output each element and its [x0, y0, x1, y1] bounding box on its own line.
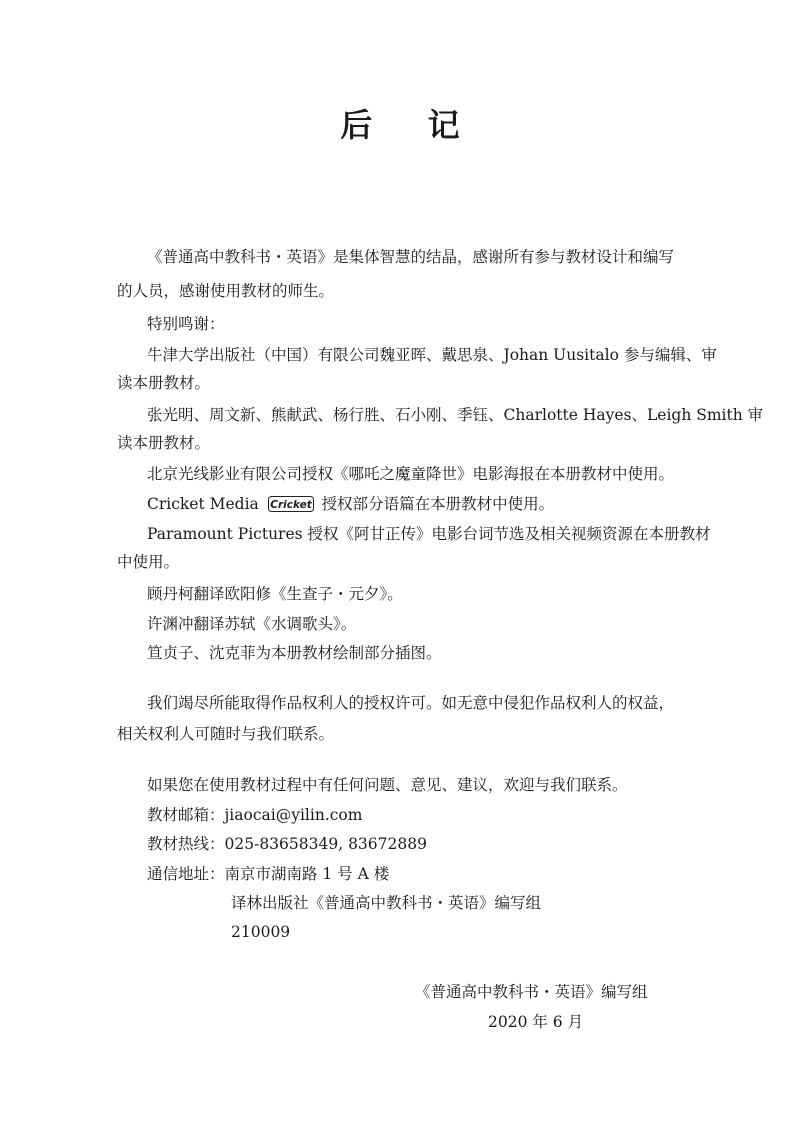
cricket-media-name: Cricket Media: [147, 495, 259, 513]
contact-postcode: 210009: [231, 923, 291, 941]
contact-address: 通信地址：南京市湖南路 1 号 A 楼: [147, 865, 390, 883]
contact-intro: 如果您在使用教材过程中有任何问题、意见、建议，欢迎与我们联系。: [147, 776, 628, 794]
thanks-cricket: [147, 494, 554, 514]
thanks-oxford-line-2: 读本册教材。: [117, 374, 211, 392]
signature-date: 2020 年 6 月: [488, 1013, 584, 1031]
thanks-paramount-line-2: 中使用。: [117, 553, 180, 571]
special-thanks-heading: 特别鸣谢：: [147, 315, 225, 333]
cricket-suffix: 授权部分语篇在本册教材中使用。: [321, 495, 555, 513]
signature-group: 《普通高中教科书・英语》编写组: [415, 983, 648, 1001]
thanks-xu: 许渊冲翻译苏轼《水调歌头》。: [147, 615, 357, 633]
thanks-illustrators: 笪贞子、沈克菲为本册教材绘制部分插图。: [147, 644, 442, 662]
copyright-line-1: 我们竭尽所能取得作品权利人的授权许可。如无意中侵犯作品权利人的权益，: [147, 694, 675, 712]
contact-email: 教材邮箱：jiaocai@yilin.com: [147, 806, 363, 824]
thanks-reviewers-line-1: 张光明、周文新、熊献武、杨行胜、石小刚、季钰、Charlotte Hayes、Leigh Smith 审: [147, 406, 764, 424]
cricket-logo-icon: [268, 496, 314, 512]
contact-address-line-2: 译林出版社《普通高中教科书・英语》编写组: [231, 894, 542, 912]
thanks-enlight: 北京光线影业有限公司授权《哪吒之魔童降世》电影海报在本册教材中使用。: [147, 465, 675, 483]
thanks-reviewers-line-2: 读本册教材。: [117, 434, 211, 452]
svg-text:Cricket: Cricket: [270, 499, 312, 511]
intro-paragraph-line-2: 的人员，感谢使用教材的师生。: [117, 282, 335, 300]
contact-hotline: 教材热线：025-83658349, 83672889: [147, 835, 427, 853]
thanks-gu: 顾丹柯翻译欧阳修《生查子・元夕》。: [147, 585, 403, 603]
page-title: 后 记: [340, 106, 482, 144]
intro-paragraph-line-1: 《普通高中教科书・英语》是集体智慧的结晶，感谢所有参与教材设计和编写: [147, 248, 675, 266]
thanks-paramount-line-1: Paramount Pictures 授权《阿甘正传》电影台词节选及相关视频资源在本册教材: [147, 525, 711, 543]
thanks-oxford-line-1: 牛津大学出版社（中国）有限公司魏亚晖、戴思泉、Johan Uusitalo 参与编辑、审: [147, 346, 717, 364]
copyright-line-2: 相关权利人可随时与我们联系。: [117, 725, 335, 743]
